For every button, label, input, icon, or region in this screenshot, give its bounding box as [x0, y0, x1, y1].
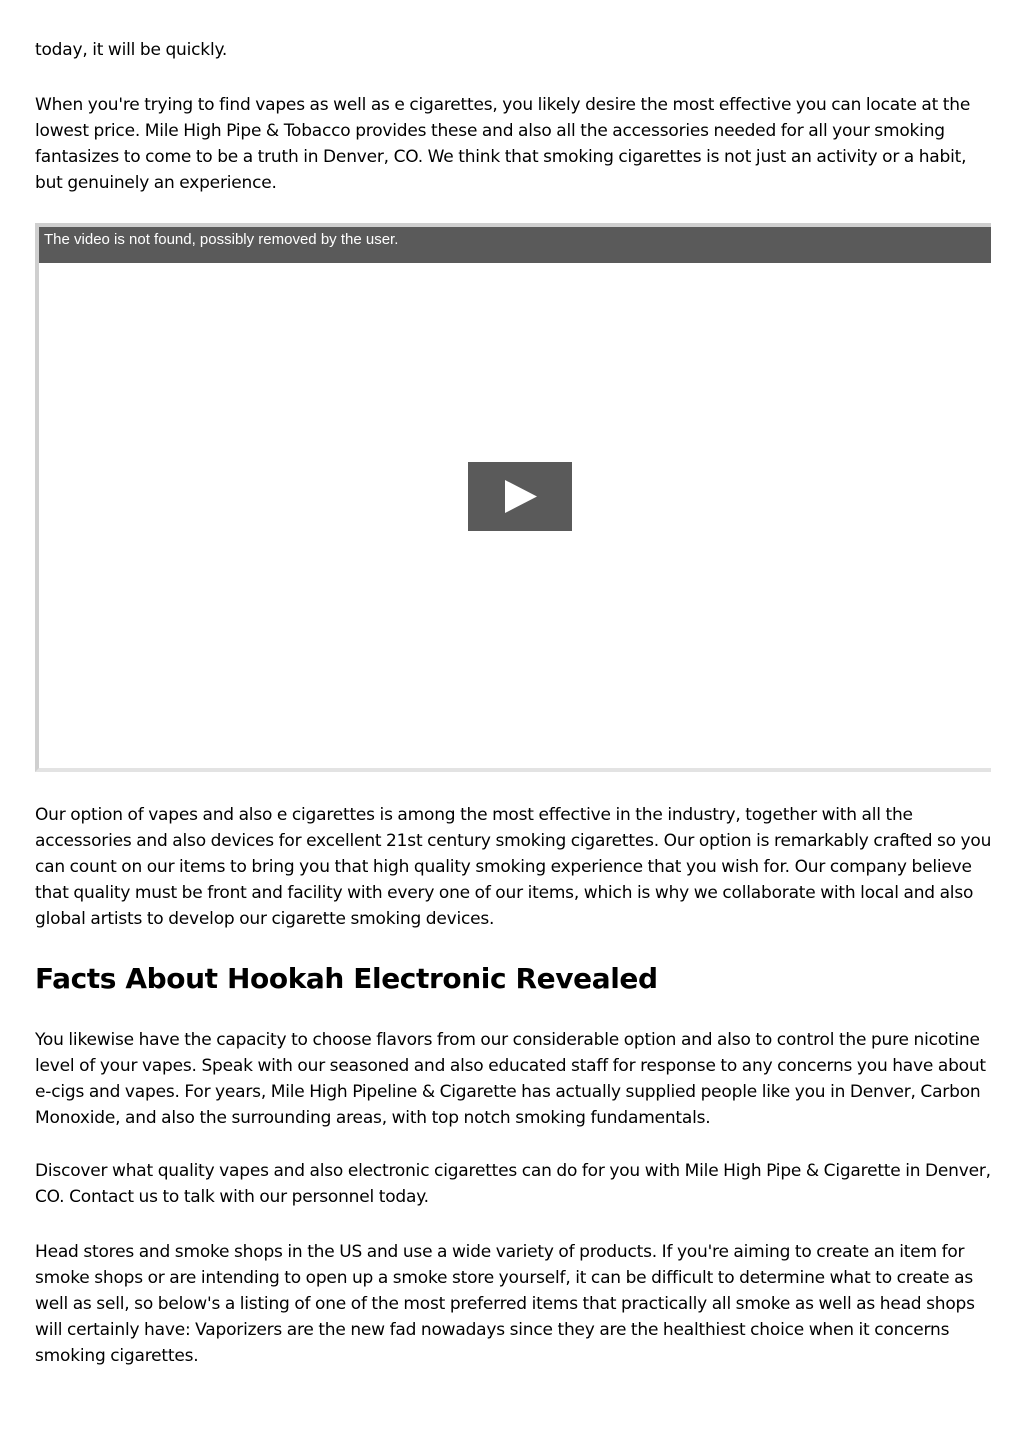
paragraph-intro-end: today, it will be quickly. [35, 40, 228, 60]
play-icon [468, 462, 572, 531]
paragraph-head-stores: Head stores and smoke shops in the US and use a wide variety of products. If you're aiming to create an item for smoke shops or are intending to open up a smoke store yourself, it can be difficult to determine what to create as well as sell, so below's a listing of one of the most preferred items that practically all smoke as well as head shops will certainly have: Vaporizers are the new fad nowadays since they are the healthiest choice when it concerns smoking cigarettes. [35, 1242, 975, 1366]
video-embed[interactable] [35, 223, 991, 772]
video-error-message: The video is not found, possibly removed by the user. [39, 227, 991, 263]
section-heading: Facts About Hookah Electronic Revealed [35, 962, 658, 995]
play-button[interactable] [468, 462, 572, 531]
paragraph-selection: Our option of vapes and also e cigarettes is among the most effective in the industry, together with all the accessories and also devices for excellent 21st century smoking cigarettes. Our option is remarkably crafted so you can count on our items to bring you that high quality smoking experience that you wish for. Our company believe that quality must be front and facility with every one of our items, which is why we collaborate with local and also global artists to develop our cigarette smoking devices. [35, 805, 992, 929]
paragraph-discover: Discover what quality vapes and also electronic cigarettes can do for you with Mile High Pipe & Cigarette in Denver, CO. Contact us to talk with our personnel today. [35, 1161, 991, 1207]
paragraph-flavors: You likewise have the capacity to choose flavors from our considerable option and also to control the pure nicotine level of your vapes. Speak with our seasoned and also educated staff for response to any concerns you have about e-cigs and vapes. For years, Mile High Pipeline & Cigarette has actually supplied people like you in Denver, Carbon Monoxide, and also the surrounding areas, with top notch smoking fundamentals. [35, 1030, 986, 1128]
paragraph-vapes-intro: When you're trying to find vapes as well as e cigarettes, you likely desire the most effective you can locate at the lowest price. Mile High Pipe & Tobacco provides these and also all the accessories needed for all your smoking fantasizes to come to be a truth in Denver, CO. We think that smoking cigarettes is not just an activity or a habit, but genuinely an experience. [35, 95, 971, 193]
